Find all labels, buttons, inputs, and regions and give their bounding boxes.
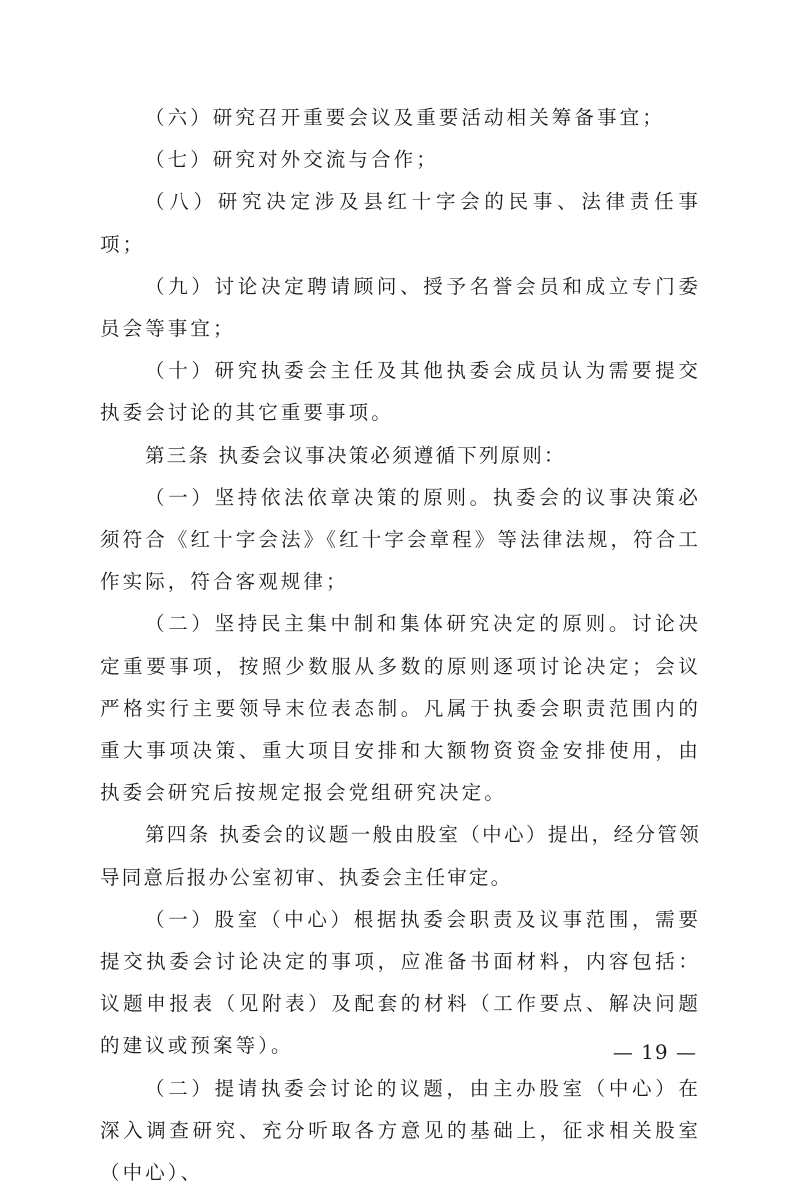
paragraph-item-8: （八）研究决定涉及县红十字会的民事、法律责任事项； [100, 190, 701, 256]
paragraph-item-7: （七）研究对外交流与合作； [145, 148, 439, 172]
paragraph-item-6: （六）研究召开重要会议及重要活动相关筹备事宜； [145, 106, 665, 129]
paragraph-item-9: （九）讨论决定聘请顾问、授予名誉会员和成立专门委员会等事宜； [100, 274, 701, 341]
page-number: — 19 — [612, 1040, 697, 1064]
article-4-item-2: （二）提请执委会讨论的议题，由主办股室（中心）在深入调查研究、充分听取各方意见的基础上，征求相关股室（中心）、 [100, 1076, 701, 1185]
paragraph-item-10: （十）研究执委会主任及其他执委会成员认为需要提交执委会讨论的其它重要事项。 [100, 359, 701, 425]
article-3-heading: 第三条 执委会议事决策必须遵循下列原则： [145, 443, 566, 467]
principle-2: （二）坚持民主集中制和集体研究决定的原则。讨论决定重要事项，按照少数服从多数的原则逐项讨论决定；会议严格实行主要领导末位表态制。凡属于执委会职责范围内的重大事项决策、重大项目安排和大额物资资金安排使用，由执委会研究后按规定报会党组研究决定。 [100, 612, 701, 805]
principle-1: （一）坚持依法依章决策的原则。执委会的议事决策必须符合《红十字会法》《红十字会章程》等法律法规，符合工作实际，符合客观规律； [100, 485, 701, 594]
document-body [100, 97, 701, 1194]
article-4-item-1: （一）股室（中心）根据执委会职责及议事范围，需要提交执委会讨论决定的事项，应准备书面材料，内容包括：议题申报表（见附表）及配套的材料（工作要点、解决问题的建议或预案等）。 [100, 907, 701, 1058]
article-4-heading: 第四条 执委会的议题一般由股室（中心）提出，经分管领导同意后报办公室初审、执委会主任审定。 [100, 823, 701, 889]
